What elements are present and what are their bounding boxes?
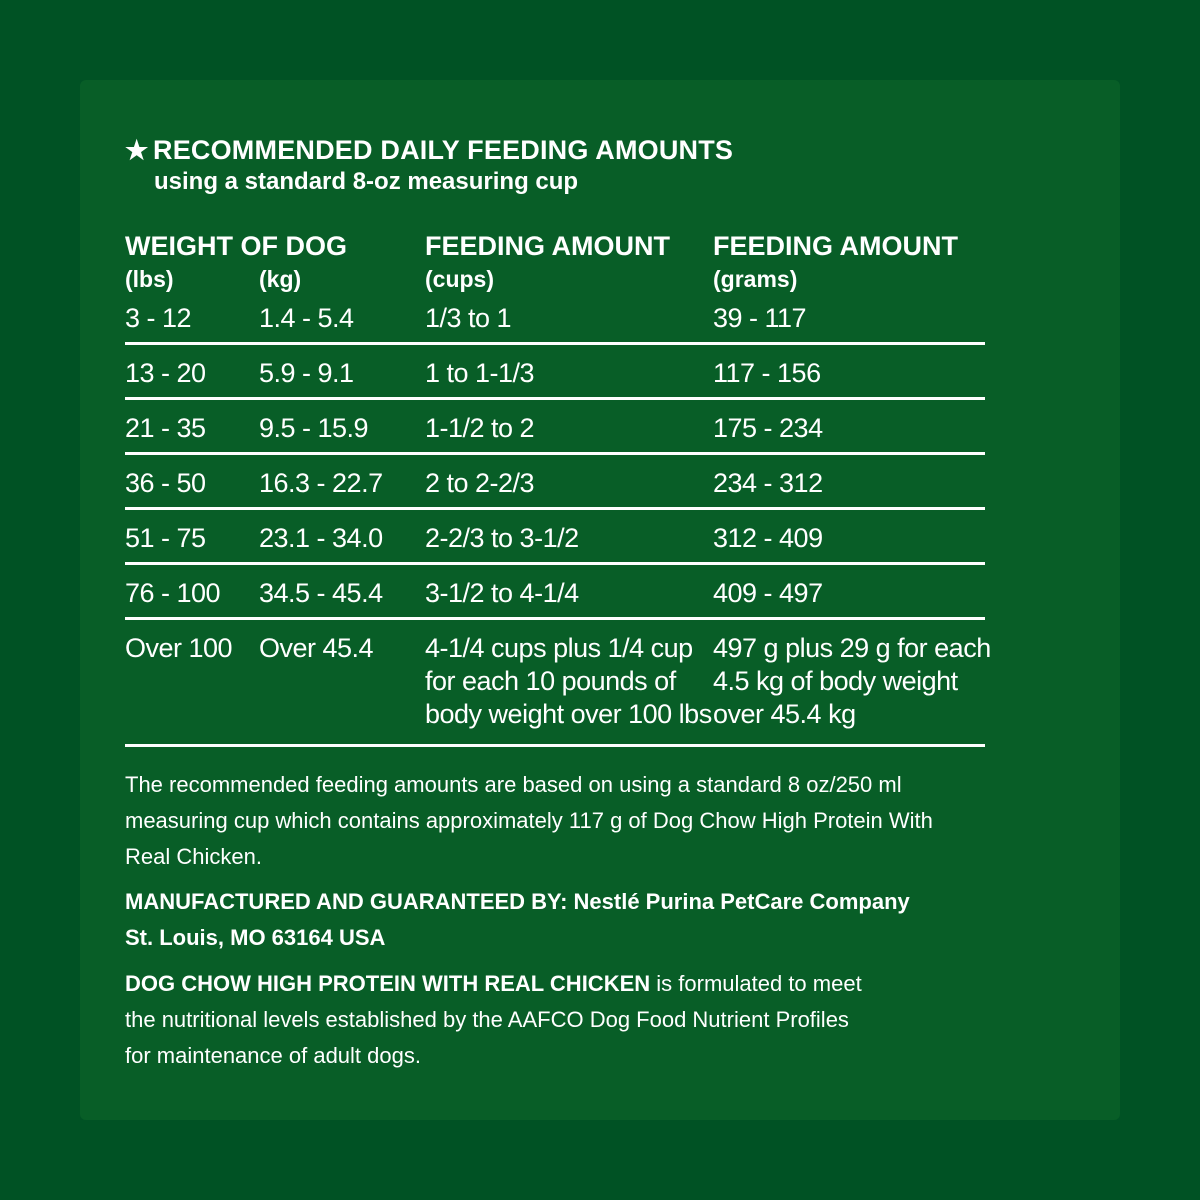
note-line: The recommended feeding amounts are based on using a standard 8 oz/250 ml — [125, 772, 902, 797]
cell-grams: 312 - 409 — [713, 523, 823, 553]
cell-cups-line: 4-1/4 cups plus 1/4 cup — [425, 633, 693, 663]
cell-grams-line: 497 g plus 29 g for each — [713, 633, 991, 663]
header-lbs: (lbs) — [125, 266, 174, 292]
cell-cups: 2-2/3 to 3-1/2 — [425, 523, 579, 553]
cell-lbs: 76 - 100 — [125, 578, 221, 608]
cell-lbs: 51 - 75 — [125, 523, 206, 553]
cell-kg: 34.5 - 45.4 — [259, 578, 383, 608]
cell-cups: 1-1/2 to 2 — [425, 413, 535, 443]
aafco-line — [125, 966, 1025, 1002]
header-feeding-grams: FEEDING AMOUNT — [713, 231, 958, 261]
table-row — [125, 302, 985, 345]
aafco-line: for maintenance of adult dogs. — [125, 1043, 421, 1068]
heading-title: RECOMMENDED DAILY FEEDING AMOUNTS — [153, 135, 734, 165]
feeding-panel — [80, 80, 1120, 1120]
table-row — [125, 467, 985, 510]
cell-kg: 5.9 - 9.1 — [259, 358, 354, 388]
cell-lbs: Over 100 — [125, 633, 233, 663]
table-row — [125, 632, 991, 747]
manufacturer-note — [125, 884, 1025, 956]
cell-cups: 1/3 to 1 — [425, 303, 512, 333]
manufacturer-address: St. Louis, MO 63164 USA — [125, 925, 386, 950]
cell-cups-line: for each 10 pounds of — [425, 666, 676, 696]
cell-grams-line: over 45.4 kg — [713, 699, 856, 729]
header-cups: (cups) — [425, 266, 494, 292]
product-name: DOG CHOW HIGH PROTEIN WITH REAL CHICKEN — [125, 971, 651, 996]
cell-lbs: 3 - 12 — [125, 303, 192, 333]
cell-grams: 409 - 497 — [713, 578, 823, 608]
cell-cups-line: body weight over 100 lbs — [425, 699, 712, 729]
heading-subtitle: using a standard 8-oz measuring cup — [154, 168, 579, 195]
cell-lbs: 13 - 20 — [125, 358, 206, 388]
cell-kg: 23.1 - 34.0 — [259, 523, 383, 553]
star-icon: ★ — [125, 135, 149, 165]
aafco-statement — [125, 966, 1025, 1074]
header-kg: (kg) — [259, 266, 302, 292]
cell-grams: 234 - 312 — [713, 468, 823, 498]
aafco-line: the nutritional levels established by the AAFCO Dog Food Nutrient Profiles — [125, 1007, 849, 1032]
cell-cups: 2 to 2-2/3 — [425, 468, 535, 498]
note-line: measuring cup which contains approximately 117 g of Dog Chow High Protein With — [125, 808, 933, 833]
cell-grams: 39 - 117 — [713, 303, 807, 333]
measuring-note — [125, 767, 1025, 875]
cell-cups: 1 to 1-1/3 — [425, 358, 535, 388]
feeding-heading — [125, 134, 1025, 198]
manufacturer-line: MANUFACTURED AND GUARANTEED BY: Nestlé Purina PetCare Company — [125, 889, 910, 914]
header-feeding-cups: FEEDING AMOUNT — [425, 231, 670, 261]
cell-kg: 16.3 - 22.7 — [259, 468, 383, 498]
cell-lbs: 36 - 50 — [125, 468, 206, 498]
table-row — [125, 357, 985, 400]
table-row — [125, 522, 985, 565]
cell-lbs: 21 - 35 — [125, 413, 206, 443]
cell-grams: 117 - 156 — [713, 358, 821, 388]
table-row — [125, 577, 985, 620]
cell-cups: 3-1/2 to 4-1/4 — [425, 578, 579, 608]
header-weight: WEIGHT OF DOG — [125, 231, 347, 261]
note-line: Real Chicken. — [125, 844, 262, 869]
cell-kg: Over 45.4 — [259, 633, 374, 663]
table-row — [125, 412, 985, 455]
aafco-text: is formulated to meet — [650, 971, 862, 996]
heading-title-line — [125, 134, 1025, 166]
cell-grams: 175 - 234 — [713, 413, 823, 443]
cell-kg: 1.4 - 5.4 — [259, 303, 354, 333]
cell-grams-line: 4.5 kg of body weight — [713, 666, 958, 696]
header-grams: (grams) — [713, 266, 798, 292]
cell-kg: 9.5 - 15.9 — [259, 413, 369, 443]
